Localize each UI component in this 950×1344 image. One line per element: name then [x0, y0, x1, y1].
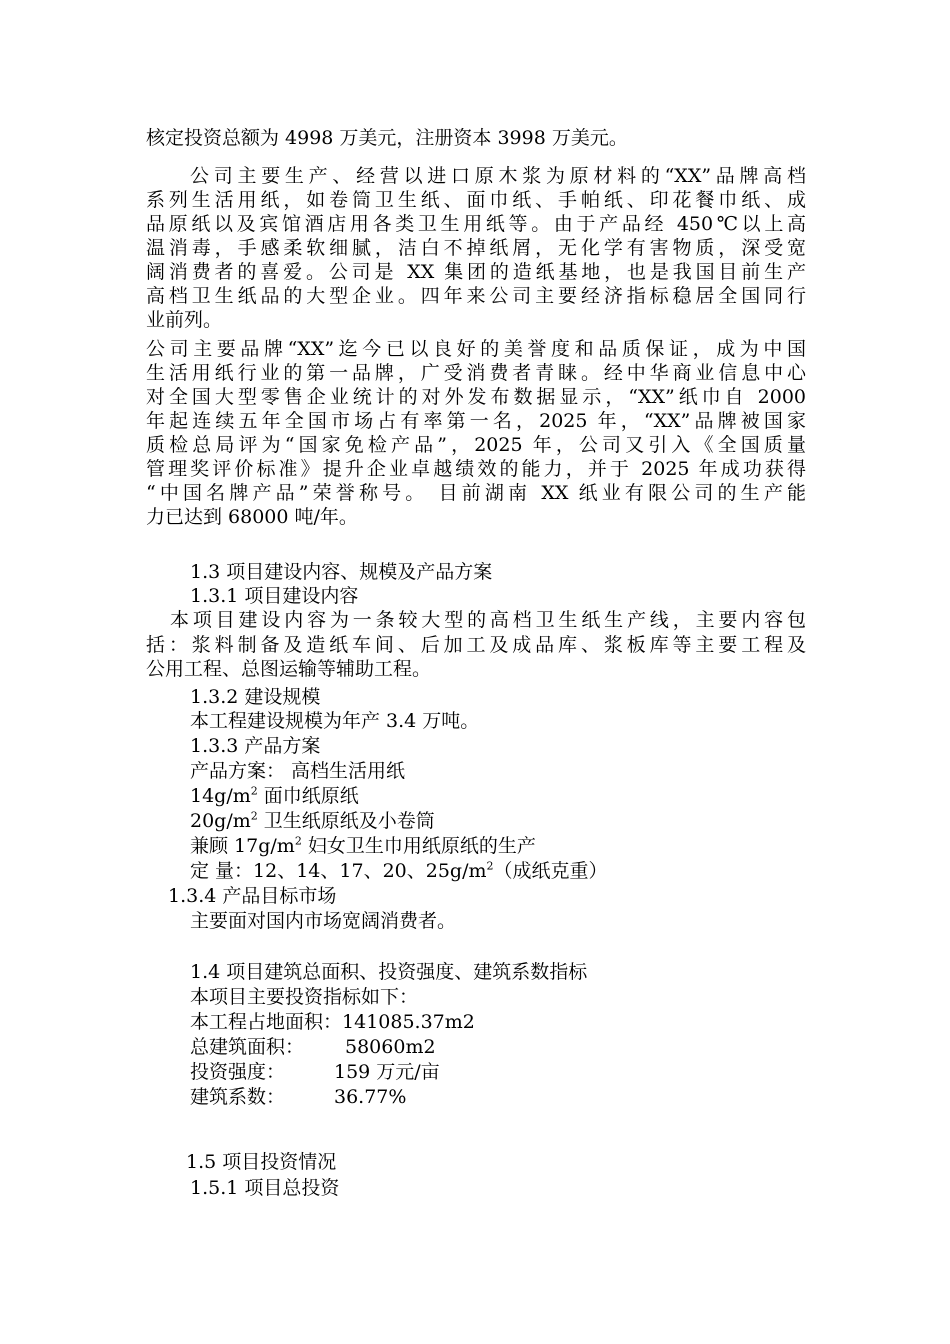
- text-line: 系列生活用纸，如卷筒卫生纸、面巾纸、手帕纸、印花餐巾纸、成: [146, 189, 806, 211]
- section-1-3-4-heading: 1.3.4 产品目标市场: [168, 885, 337, 907]
- text-line: 温消毒，手感柔软细腻，洁白不掉纸屑，无化学有害物质，深受宽: [146, 237, 806, 259]
- text-line: “中国名牌产品”荣誉称号。 目前湖南 XX 纸业有限公司的生产能: [146, 482, 806, 504]
- section-1-3-3-heading: 1.3.3 产品方案: [190, 735, 321, 757]
- land-area-label: 本工程占地面积：: [190, 1011, 343, 1033]
- text-line: 品原纸以及宾馆酒店用各类卫生用纸等。由于产品经 450℃以上高: [146, 213, 806, 235]
- text-line: 本项目建设内容为一条较大型的高档卫生纸生产线，主要内容包: [170, 609, 806, 631]
- building-coefficient-value: 36.77%: [334, 1086, 407, 1108]
- text-line: 生活用纸行业的第一品牌，广受消费者青睐。经中华商业信息中心: [146, 362, 806, 384]
- investment-summary-line: 核定投资总额为 4998 万美元，注册资本 3998 万美元。: [146, 127, 628, 149]
- section-1-3-heading: 1.3 项目建设内容、规模及产品方案: [190, 561, 493, 583]
- section-1-5-heading: 1.5 项目投资情况: [186, 1151, 337, 1173]
- text-line: 公司主要生产、经营以进口原木浆为原材料的“XX”品牌高档: [190, 165, 806, 187]
- basis-weight-line: 定 量：12、14、17、20、$25g/m^2$（成纸克重）: [190, 859, 608, 882]
- building-coefficient-label: 建筑系数：: [190, 1086, 286, 1108]
- section-1-3-2-heading: 1.3.2 建设规模: [190, 686, 321, 708]
- text-line: 质检总局评为“国家免检产品”，2025 年，公司又引入《全国质量: [146, 434, 806, 456]
- land-area-row: [190, 1010, 475, 1034]
- text-line: 力已达到 68000 吨/年。: [146, 506, 358, 528]
- building-area-label: 总建筑面积：: [190, 1036, 305, 1058]
- product-line-2: $20g/m^2$ 卫生纸原纸及小卷筒: [190, 809, 435, 832]
- text-line: 公司主要品牌“XX”迄今已以良好的美誉度和品质保证，成为中国: [146, 338, 806, 360]
- section-1-3-1-heading: 1.3.1 项目建设内容: [190, 585, 359, 607]
- section-1-5-1-heading: 1.5.1 项目总投资: [190, 1177, 340, 1199]
- scale-text: 本工程建设规模为年产 3.4 万吨。: [190, 710, 480, 732]
- text-line: 管理奖评价标准》提升企业卓越绩效的能力，并于 2025 年成功获得: [146, 458, 806, 480]
- building-area-value: 58060m2: [345, 1036, 436, 1058]
- product-plan-label: 产品方案： 高档生活用纸: [190, 760, 406, 782]
- land-area-value: 141085.37m2: [342, 1011, 475, 1033]
- indicator-intro: 本项目主要投资指标如下：: [190, 986, 419, 1008]
- target-market-text: 主要面对国内市场宽阔消费者。: [190, 910, 457, 932]
- product-line-1: $14g/m^2$ 面巾纸原纸: [190, 784, 359, 807]
- text-line: 对全国大型零售企业统计的对外发布数据显示，“XX”纸巾自 2000: [146, 386, 806, 408]
- text-line: 高档卫生纸品的大型企业。四年来公司主要经济指标稳居全国同行: [146, 285, 806, 307]
- text-line: 业前列。: [146, 309, 223, 331]
- text-line: 括：浆料制备及造纸车间、后加工及成品库、浆板库等主要工程及: [146, 634, 806, 656]
- investment-intensity-value: 159 万元/亩: [334, 1061, 440, 1083]
- section-1-4-heading: 1.4 项目建筑总面积、投资强度、建筑系数指标: [190, 961, 588, 983]
- text-line: 阔消费者的喜爱。公司是 XX 集团的造纸基地，也是我国目前生产: [146, 261, 806, 283]
- investment-intensity-label: 投资强度：: [190, 1061, 286, 1083]
- text-line: 公用工程、总图运输等辅助工程。: [146, 658, 432, 680]
- text-line: 年起连续五年全国市场占有率第一名，2025 年，“XX”品牌被国家: [146, 410, 806, 432]
- product-line-3: 兼顾 $17g/m^2$ 妇女卫生巾用纸原纸的生产: [190, 834, 536, 857]
